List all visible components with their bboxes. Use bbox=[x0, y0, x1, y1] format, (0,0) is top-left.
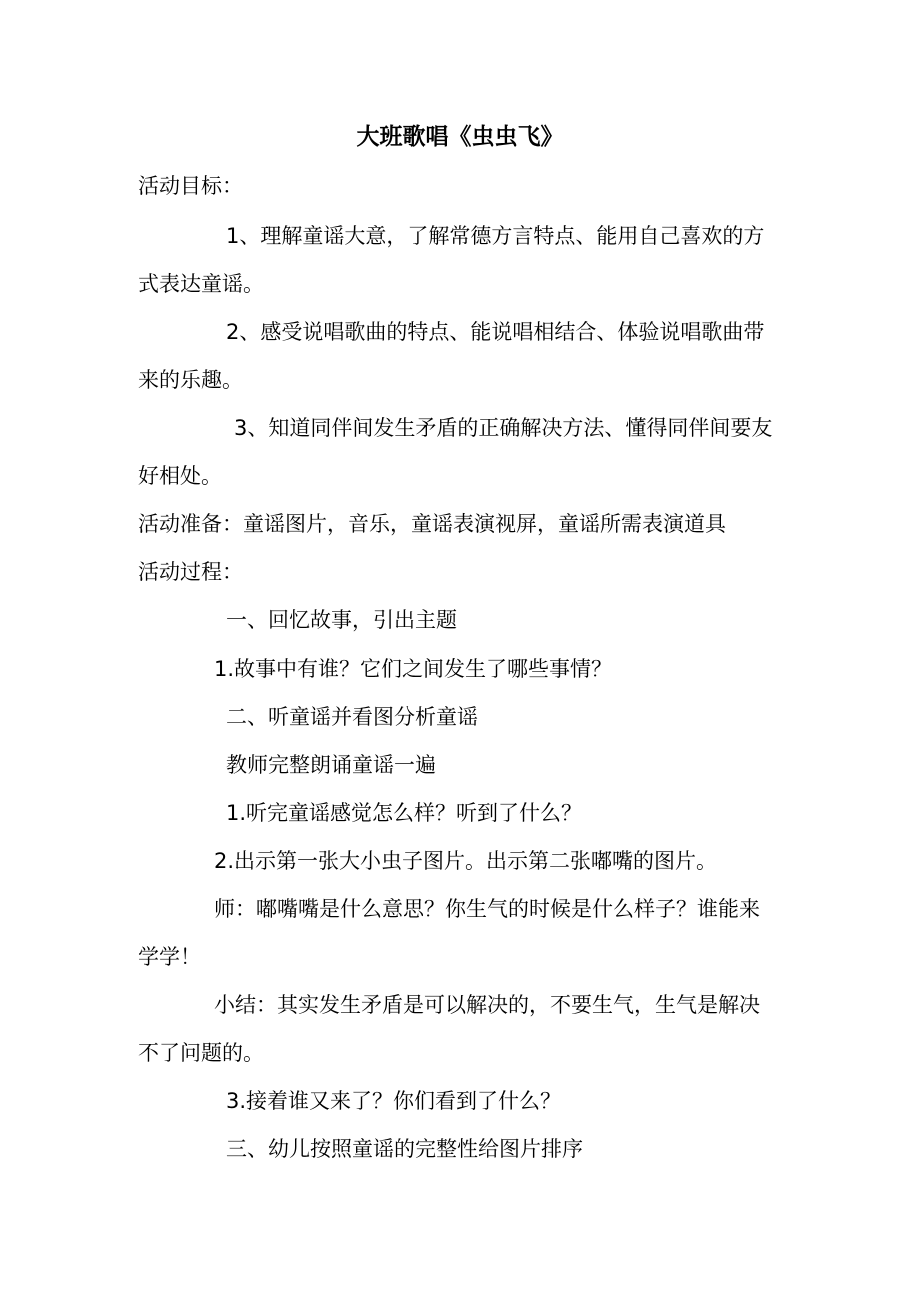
step-3-heading: 三、幼儿按照童谣的完整性给图片排序 bbox=[226, 1137, 583, 1161]
goal-3-line-1: 3、知道同伴间发生矛盾的正确解决方法、懂得同伴间要友 bbox=[234, 416, 773, 440]
summary-line-2: 不了问题的。 bbox=[138, 1041, 264, 1065]
step-2-question-2: 2.出示第一张大小虫子图片。出示第二张嘟嘴的图片。 bbox=[214, 849, 718, 873]
goal-3-line-2: 好相处。 bbox=[138, 464, 222, 488]
goal-2-line-2: 来的乐趣。 bbox=[138, 368, 243, 392]
goal-1-line-2: 式表达童谣。 bbox=[138, 272, 264, 296]
summary-line-1: 小结：其实发生矛盾是可以解决的，不要生气，生气是解决 bbox=[214, 993, 760, 1017]
step-1-question: 1.故事中有谁？它们之间发生了哪些事情？ bbox=[214, 657, 613, 681]
goal-1-line-1: 1、理解童谣大意，了解常德方言特点、能用自己喜欢的方 bbox=[226, 224, 765, 248]
preparation-line: 活动准备：童谣图片，音乐，童谣表演视屏，童谣所需表演道具 bbox=[138, 512, 726, 536]
section-heading-goals: 活动目标： bbox=[138, 174, 243, 198]
teacher-question-line-1: 师：嘟嘴嘴是什么意思？你生气的时候是什么样子？谁能来 bbox=[214, 897, 760, 921]
step-1-heading: 一、回忆故事，引出主题 bbox=[226, 608, 457, 632]
step-2-question-3: 3.接着谁又来了？你们看到了什么？ bbox=[226, 1089, 562, 1113]
document-title: 大班歌唱《虫虫飞》 bbox=[356, 124, 564, 150]
step-2-heading: 二、听童谣并看图分析童谣 bbox=[226, 705, 478, 729]
teacher-question-line-2: 学学！ bbox=[138, 945, 201, 969]
step-2-question-1: 1.听完童谣感觉怎么样？听到了什么？ bbox=[226, 801, 583, 825]
step-2-teacher-recites: 教师完整朗诵童谣一遍 bbox=[226, 753, 436, 777]
goal-2-line-1: 2、感受说唱歌曲的特点、能说唱相结合、体验说唱歌曲带 bbox=[226, 320, 765, 344]
section-heading-process: 活动过程： bbox=[138, 560, 243, 584]
